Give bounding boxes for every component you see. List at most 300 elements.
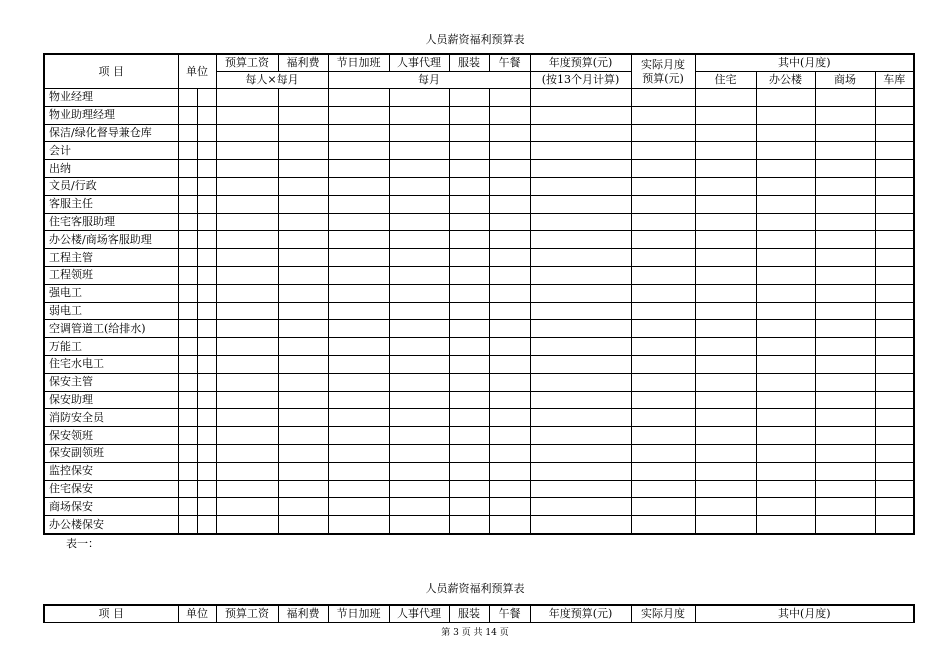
table-cell bbox=[489, 409, 530, 427]
table-cell bbox=[328, 444, 389, 462]
row-label: 消防安全员 bbox=[44, 409, 178, 427]
table-cell bbox=[389, 516, 449, 534]
table-cell bbox=[695, 213, 756, 231]
header-office: 办公楼 bbox=[756, 72, 815, 89]
table-cell bbox=[216, 249, 278, 267]
table-cell bbox=[815, 338, 875, 356]
table-title-continued: 人员薪资福利预算表 bbox=[425, 582, 525, 595]
table-cell bbox=[328, 177, 389, 195]
table-cell bbox=[695, 142, 756, 160]
table-row bbox=[44, 195, 914, 213]
table-cell bbox=[278, 231, 328, 249]
table-row bbox=[44, 89, 914, 107]
table-cell bbox=[389, 213, 449, 231]
header-clothing: 服装 bbox=[449, 605, 489, 623]
table-cell bbox=[815, 516, 875, 534]
table-cell bbox=[815, 320, 875, 338]
table-cell bbox=[756, 284, 815, 302]
row-label: 住宅保安 bbox=[44, 480, 178, 498]
table-cell bbox=[756, 320, 815, 338]
table-cell bbox=[815, 106, 875, 124]
table-cell bbox=[197, 444, 216, 462]
header-of-which: 其中(月度) bbox=[695, 605, 914, 623]
table-cell bbox=[631, 142, 695, 160]
table-cell bbox=[756, 498, 815, 516]
table-cell bbox=[389, 160, 449, 178]
budget-table-continued bbox=[43, 604, 915, 623]
table-cell bbox=[197, 177, 216, 195]
table-cell bbox=[328, 373, 389, 391]
table-cell bbox=[449, 409, 489, 427]
table-cell bbox=[530, 177, 631, 195]
table-cell bbox=[875, 427, 914, 445]
table-cell bbox=[489, 427, 530, 445]
table-cell bbox=[449, 338, 489, 356]
table-cell bbox=[449, 142, 489, 160]
table-cell bbox=[178, 195, 197, 213]
row-label: 办公楼保安 bbox=[44, 516, 178, 534]
table-cell bbox=[489, 160, 530, 178]
table-cell bbox=[631, 373, 695, 391]
table-cell bbox=[530, 266, 631, 284]
table-row bbox=[44, 444, 914, 462]
table-cell bbox=[278, 320, 328, 338]
table-cell bbox=[216, 89, 278, 107]
row-label: 办公楼/商场客服助理 bbox=[44, 231, 178, 249]
table-cell bbox=[631, 195, 695, 213]
table-cell bbox=[875, 160, 914, 178]
table-cell bbox=[278, 302, 328, 320]
table-cell bbox=[815, 462, 875, 480]
table-cell bbox=[875, 266, 914, 284]
table-cell bbox=[197, 498, 216, 516]
header-actual-line1: 实际月度 bbox=[641, 57, 685, 71]
row-label: 保安主管 bbox=[44, 373, 178, 391]
table-cell bbox=[631, 480, 695, 498]
table-row bbox=[44, 213, 914, 231]
row-label: 工程领班 bbox=[44, 266, 178, 284]
table-cell bbox=[216, 177, 278, 195]
header-clothing: 服装 bbox=[449, 54, 489, 72]
table-cell bbox=[328, 231, 389, 249]
row-label: 客服主任 bbox=[44, 195, 178, 213]
table-cell bbox=[449, 231, 489, 249]
table-cell bbox=[278, 249, 328, 267]
header-row-1 bbox=[44, 54, 914, 72]
row-label: 会计 bbox=[44, 142, 178, 160]
table-cell bbox=[756, 409, 815, 427]
header-holiday-overtime: 节日加班 bbox=[328, 54, 389, 72]
table-cell bbox=[449, 444, 489, 462]
table-cell bbox=[328, 498, 389, 516]
row-label: 住宅客服助理 bbox=[44, 213, 178, 231]
table-cell bbox=[631, 302, 695, 320]
table-cell bbox=[756, 480, 815, 498]
row-label: 商场保安 bbox=[44, 498, 178, 516]
table-cell bbox=[216, 427, 278, 445]
table-cell bbox=[530, 195, 631, 213]
table-cell bbox=[695, 195, 756, 213]
table-cell bbox=[695, 160, 756, 178]
table-cell bbox=[278, 427, 328, 445]
table-cell bbox=[489, 231, 530, 249]
table-cell bbox=[278, 355, 328, 373]
table-cell bbox=[216, 213, 278, 231]
table-cell bbox=[756, 142, 815, 160]
table-cell bbox=[631, 391, 695, 409]
table-row bbox=[44, 427, 914, 445]
table-cell bbox=[695, 106, 756, 124]
table-cell bbox=[216, 391, 278, 409]
table-cell bbox=[530, 142, 631, 160]
table-cell bbox=[278, 124, 328, 142]
table-cell bbox=[328, 213, 389, 231]
table-cell bbox=[449, 320, 489, 338]
table-cell bbox=[815, 284, 875, 302]
table-cell bbox=[489, 142, 530, 160]
table-cell bbox=[756, 231, 815, 249]
table-cell bbox=[389, 427, 449, 445]
row-label: 保安副领班 bbox=[44, 444, 178, 462]
table-cell bbox=[756, 89, 815, 107]
table-row bbox=[44, 160, 914, 178]
table-cell bbox=[875, 106, 914, 124]
table-cell bbox=[216, 355, 278, 373]
table-cell bbox=[695, 409, 756, 427]
table-cell bbox=[530, 302, 631, 320]
table-cell bbox=[631, 444, 695, 462]
table-cell bbox=[449, 106, 489, 124]
header-unit: 单位 bbox=[178, 54, 216, 89]
table-cell bbox=[278, 106, 328, 124]
table-cell bbox=[631, 355, 695, 373]
table-cell bbox=[389, 444, 449, 462]
table-cell bbox=[875, 373, 914, 391]
table-cell bbox=[530, 89, 631, 107]
table-cell bbox=[756, 249, 815, 267]
table-cell bbox=[178, 284, 197, 302]
table-cell bbox=[389, 409, 449, 427]
budget-table-body bbox=[44, 89, 914, 534]
page-footer: 第 3 页 共 14 页 bbox=[441, 628, 509, 638]
header-hr-agency: 人事代理 bbox=[389, 605, 449, 623]
header-annual-note: (按13个月计算) bbox=[530, 72, 631, 89]
table-cell bbox=[695, 124, 756, 142]
table-cell bbox=[328, 160, 389, 178]
table-cell bbox=[328, 355, 389, 373]
table-cell bbox=[178, 266, 197, 284]
table-cell bbox=[216, 516, 278, 534]
table-cell bbox=[449, 124, 489, 142]
header-item: 项 目 bbox=[44, 605, 178, 623]
header-welfare: 福利费 bbox=[278, 54, 328, 72]
table-cell bbox=[815, 213, 875, 231]
table-cell bbox=[216, 498, 278, 516]
table-cell bbox=[875, 338, 914, 356]
row-label: 强电工 bbox=[44, 284, 178, 302]
table-cell bbox=[178, 142, 197, 160]
table-cell bbox=[278, 516, 328, 534]
table-cell bbox=[278, 462, 328, 480]
table-cell bbox=[216, 266, 278, 284]
table-cell bbox=[875, 498, 914, 516]
table-cell bbox=[197, 355, 216, 373]
table-cell bbox=[178, 462, 197, 480]
table-cell bbox=[530, 355, 631, 373]
header-residential: 住宅 bbox=[695, 72, 756, 89]
header-annual-budget: 年度预算(元) bbox=[530, 54, 631, 72]
table-cell bbox=[815, 266, 875, 284]
row-label: 物业助理经理 bbox=[44, 106, 178, 124]
table-cell bbox=[328, 195, 389, 213]
table-cell bbox=[178, 444, 197, 462]
header-per-person-month: 每人×每月 bbox=[216, 72, 328, 89]
table-cell bbox=[328, 480, 389, 498]
table-row bbox=[44, 320, 914, 338]
table-cell bbox=[489, 249, 530, 267]
table-cell bbox=[178, 516, 197, 534]
header-salary: 预算工资 bbox=[216, 605, 278, 623]
table-cell bbox=[216, 284, 278, 302]
table-cell bbox=[695, 231, 756, 249]
table-cell bbox=[695, 462, 756, 480]
table-cell bbox=[695, 177, 756, 195]
table-row bbox=[44, 124, 914, 142]
table-cell bbox=[389, 462, 449, 480]
table-cell bbox=[278, 177, 328, 195]
table-cell bbox=[530, 124, 631, 142]
table-cell bbox=[815, 498, 875, 516]
table-cell bbox=[695, 320, 756, 338]
table-cell bbox=[489, 195, 530, 213]
table-cell bbox=[328, 427, 389, 445]
table-cell bbox=[631, 320, 695, 338]
table-cell bbox=[216, 160, 278, 178]
header-of-which: 其中(月度) bbox=[695, 54, 914, 72]
table-cell bbox=[449, 373, 489, 391]
table-cell bbox=[197, 195, 216, 213]
table-cell bbox=[489, 391, 530, 409]
table-cell bbox=[875, 213, 914, 231]
table-row bbox=[44, 462, 914, 480]
row-label: 万能工 bbox=[44, 338, 178, 356]
table-cell bbox=[389, 142, 449, 160]
table-cell bbox=[216, 124, 278, 142]
table-cell bbox=[875, 142, 914, 160]
table-cell bbox=[815, 444, 875, 462]
table-cell bbox=[815, 427, 875, 445]
table-cell bbox=[530, 213, 631, 231]
table-cell bbox=[756, 213, 815, 231]
table-cell bbox=[489, 444, 530, 462]
table-cell bbox=[197, 89, 216, 107]
table-cell bbox=[695, 498, 756, 516]
table-cell bbox=[197, 249, 216, 267]
table-cell bbox=[178, 498, 197, 516]
header-lunch: 午餐 bbox=[489, 605, 530, 623]
budget-table bbox=[43, 53, 915, 535]
table-cell bbox=[197, 231, 216, 249]
table-cell bbox=[389, 124, 449, 142]
table-cell bbox=[328, 409, 389, 427]
row-label: 文员/行政 bbox=[44, 177, 178, 195]
table-row bbox=[44, 142, 914, 160]
table-cell bbox=[530, 249, 631, 267]
table-cell bbox=[875, 444, 914, 462]
table-cell bbox=[278, 444, 328, 462]
table-cell bbox=[389, 284, 449, 302]
table-cell bbox=[216, 338, 278, 356]
table-cell bbox=[631, 177, 695, 195]
table-row bbox=[44, 249, 914, 267]
table-cell bbox=[389, 231, 449, 249]
table-cell bbox=[449, 516, 489, 534]
table-cell bbox=[530, 338, 631, 356]
table-cell bbox=[389, 355, 449, 373]
table-cell bbox=[178, 409, 197, 427]
table-cell bbox=[815, 124, 875, 142]
table-cell bbox=[631, 160, 695, 178]
table-cell bbox=[489, 177, 530, 195]
table-cell bbox=[756, 462, 815, 480]
table-cell bbox=[489, 338, 530, 356]
table-cell bbox=[815, 195, 875, 213]
header-hr-agency: 人事代理 bbox=[389, 54, 449, 72]
table-row bbox=[44, 516, 914, 534]
table-cell bbox=[875, 302, 914, 320]
table-cell bbox=[197, 480, 216, 498]
table-row bbox=[44, 391, 914, 409]
row-label: 住宅水电工 bbox=[44, 355, 178, 373]
table-cell bbox=[178, 355, 197, 373]
table-cell bbox=[389, 302, 449, 320]
table-cell bbox=[756, 355, 815, 373]
header-salary: 预算工资 bbox=[216, 54, 278, 72]
table-cell bbox=[197, 302, 216, 320]
table-cell bbox=[530, 444, 631, 462]
table-cell bbox=[197, 373, 216, 391]
table-cell bbox=[389, 89, 449, 107]
table-cell bbox=[530, 409, 631, 427]
table-cell bbox=[328, 124, 389, 142]
table-cell bbox=[875, 249, 914, 267]
table-cell bbox=[197, 284, 216, 302]
table-cell bbox=[756, 195, 815, 213]
table-cell bbox=[815, 177, 875, 195]
table-cell bbox=[489, 106, 530, 124]
table-cell bbox=[449, 195, 489, 213]
table-cell bbox=[489, 355, 530, 373]
table-row bbox=[44, 284, 914, 302]
table-cell bbox=[875, 284, 914, 302]
table-cell bbox=[695, 284, 756, 302]
table-cell bbox=[875, 462, 914, 480]
table-cell bbox=[695, 373, 756, 391]
header-garage: 车库 bbox=[875, 72, 914, 89]
table-cell bbox=[530, 462, 631, 480]
table-cell bbox=[449, 498, 489, 516]
table-cell bbox=[875, 124, 914, 142]
table-cell bbox=[815, 249, 875, 267]
table-cell bbox=[756, 427, 815, 445]
table-cell bbox=[449, 213, 489, 231]
table-row bbox=[44, 302, 914, 320]
table-cell bbox=[197, 391, 216, 409]
table-cell bbox=[178, 302, 197, 320]
table-cell bbox=[278, 338, 328, 356]
table-cell bbox=[328, 462, 389, 480]
table-cell bbox=[216, 231, 278, 249]
table-cell bbox=[449, 391, 489, 409]
table-cell bbox=[695, 427, 756, 445]
table-cell bbox=[197, 124, 216, 142]
table-cell bbox=[530, 231, 631, 249]
table-cell bbox=[530, 427, 631, 445]
table-cell bbox=[197, 213, 216, 231]
table-cell bbox=[695, 516, 756, 534]
table-cell bbox=[216, 480, 278, 498]
table-cell bbox=[449, 480, 489, 498]
table-cell bbox=[178, 249, 197, 267]
table-cell bbox=[278, 89, 328, 107]
table-cell bbox=[178, 160, 197, 178]
table-cell bbox=[278, 195, 328, 213]
table-cell bbox=[631, 249, 695, 267]
table-cell bbox=[695, 444, 756, 462]
table-cell bbox=[278, 284, 328, 302]
table-row bbox=[44, 480, 914, 498]
table-cell bbox=[631, 338, 695, 356]
table-cell bbox=[389, 338, 449, 356]
table-cell bbox=[695, 302, 756, 320]
table-cell bbox=[389, 266, 449, 284]
table-cell bbox=[278, 409, 328, 427]
table-cell bbox=[328, 338, 389, 356]
table-cell bbox=[756, 266, 815, 284]
table-cell bbox=[756, 373, 815, 391]
header-actual-monthly bbox=[631, 54, 695, 89]
table-cell bbox=[278, 142, 328, 160]
table-cell bbox=[449, 266, 489, 284]
table-cell bbox=[631, 89, 695, 107]
row-label: 保安助理 bbox=[44, 391, 178, 409]
table-cell bbox=[449, 427, 489, 445]
table-cell bbox=[178, 213, 197, 231]
table-cell bbox=[875, 516, 914, 534]
table-cell bbox=[756, 124, 815, 142]
table-cell bbox=[695, 391, 756, 409]
row-label: 物业经理 bbox=[44, 89, 178, 107]
table-cell bbox=[695, 266, 756, 284]
table-cell bbox=[815, 373, 875, 391]
table-cell bbox=[197, 409, 216, 427]
table-cell bbox=[815, 89, 875, 107]
row-label: 空调管道工(给排水) bbox=[44, 320, 178, 338]
table-cell bbox=[328, 89, 389, 107]
table-row bbox=[44, 498, 914, 516]
table-cell bbox=[815, 409, 875, 427]
table-cell bbox=[197, 106, 216, 124]
table-cell bbox=[530, 106, 631, 124]
table-cell bbox=[197, 462, 216, 480]
table-row bbox=[44, 177, 914, 195]
table-cell bbox=[178, 124, 197, 142]
table-cell bbox=[328, 142, 389, 160]
table-cell bbox=[756, 177, 815, 195]
table-cell bbox=[389, 373, 449, 391]
table-cell bbox=[815, 391, 875, 409]
table-cell bbox=[178, 480, 197, 498]
